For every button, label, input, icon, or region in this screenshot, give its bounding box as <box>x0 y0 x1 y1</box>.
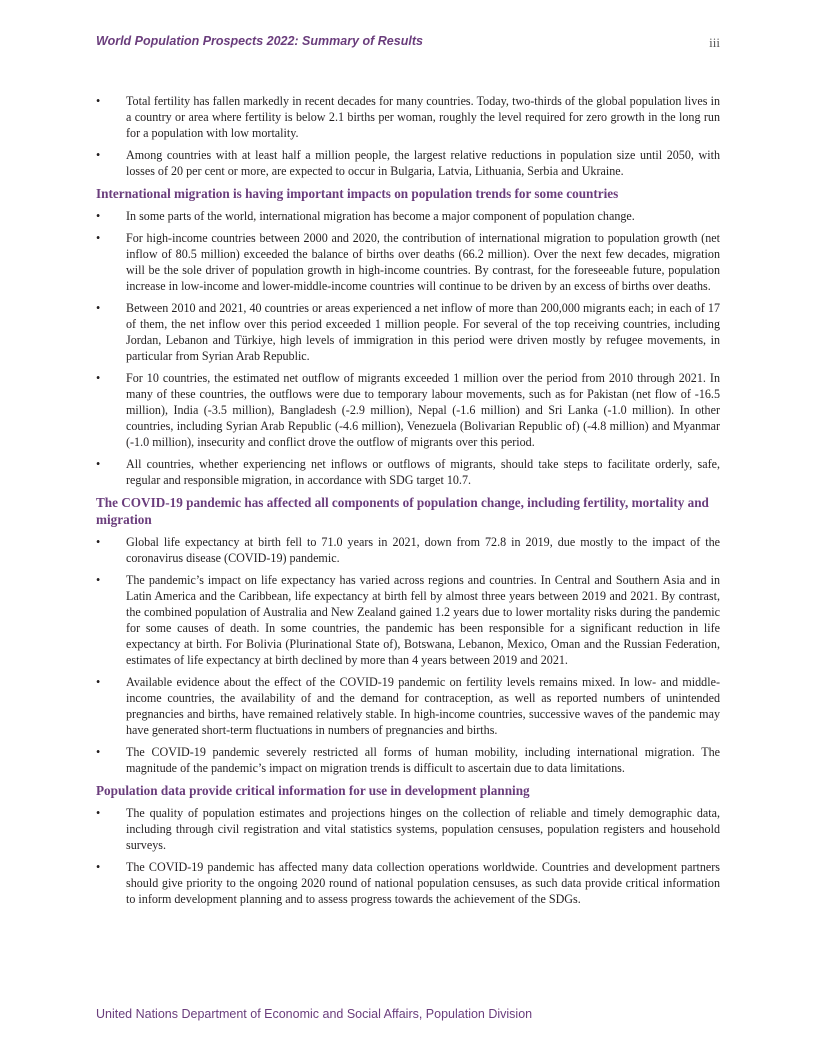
bullet-list-population-data <box>96 805 720 907</box>
running-header-title: World Population Prospects 2022: Summary of Results <box>96 34 423 48</box>
bullet-item: • All countries, whether experiencing net inflows or outflows of migrants, should take steps to facilitate orderly, safe, regular and responsible migration, in accordance with SDG target 10.7. <box>96 456 720 488</box>
bullet-item: • For 10 countries, the estimated net outflow of migrants exceeded 1 million over the period from 2010 through 2021. In many of these countries, the outflows were due to temporary labour movements, such as for Pakistan (net flow of -16.5 million), India (-3.5 million), Bangladesh (-2.9 million), Nepal (-1.6 million) and Sri Lanka (-1.0 million). In other countries, including Syrian Arab Republic (-4.6 million), Venezuela (Bolivarian Republic of) (-4.8 million) and Myanmar (-1.0 million), insecurity and conflict drove the outflow of migrants over this period. <box>96 370 720 450</box>
bullet-item: • Between 2010 and 2021, 40 countries or areas experienced a net inflow of more than 200,000 migrants each; in each of 17 of them, the net inflow over this period exceeded 1 million people. For several of the top receiving countries, including Jordan, Lebanon and Türkiye, high levels of immigration in this period were driven mostly by refugee movements, in particular from Syrian Arab Republic. <box>96 300 720 364</box>
bullet-list-migration <box>96 208 720 488</box>
bullet-item: • Total fertility has fallen markedly in recent decades for many countries. Today, two-thirds of the global population lives in a country or area where fertility is below 2.1 births per woman, roughly the level required for zero growth in the long run for a population with low mortality. <box>96 93 720 141</box>
section-heading-population-data: Population data provide critical information for use in development planning <box>96 783 530 798</box>
bullet-item: • Global life expectancy at birth fell to 71.0 years in 2021, down from 72.8 in 2019, due mostly to the impact of the coronavirus disease (COVID-19) pandemic. <box>96 534 720 566</box>
bullet-list-fertility <box>96 93 720 179</box>
bullet-item: • The quality of population estimates and projections hinges on the collection of reliable and timely demographic data, including through civil registration and vital statistics systems, population censuses, population registers and household surveys. <box>96 805 720 853</box>
bullet-item: • The COVID-19 pandemic has affected many data collection operations worldwide. Countries and development partners should give priority to the ongoing 2020 round of national population censuses, as such data provide critical information to inform development planning and to assess progress towards the achievement of the SDGs. <box>96 859 720 907</box>
bullet-item: • Among countries with at least half a million people, the largest relative reductions in population size until 2050, with losses of 20 per cent or more, are expected to occur in Bulgaria, Latvia, Lithuania, Serbia and Ukraine. <box>96 147 720 179</box>
section-heading-covid: The COVID-19 pandemic has affected all components of population change, including fertility, mortality and migration <box>96 495 709 527</box>
bullet-item: • In some parts of the world, international migration has become a major component of population change. <box>96 208 720 224</box>
bullet-item: • For high-income countries between 2000 and 2020, the contribution of international migration to population growth (net inflow of 80.5 million) exceeded the balance of births over deaths (66.2 million). Over the next few decades, migration will be the sole driver of population growth in high-income countries. By contrast, for the foreseeable future, population increase in low-income and lower-middle-income countries will continue to be driven by an excess of births over deaths. <box>96 230 720 294</box>
page-content <box>96 93 720 913</box>
bullet-list-covid <box>96 534 720 776</box>
bullet-item: • Available evidence about the effect of the COVID-19 pandemic on fertility levels remains mixed. In low- and middle-income countries, the availability of and the demand for contraception, as well as reported numbers of unintended pregnancies and births, have remained relatively stable. In high-income countries, successive waves of the pandemic may have generated short-term fluctuations in numbers of pregnancies and births. <box>96 674 720 738</box>
page-footer: United Nations Department of Economic and Social Affairs, Population Division <box>96 1007 533 1021</box>
section-heading-migration: International migration is having important impacts on population trends for some countries <box>96 186 619 201</box>
bullet-item: • The COVID-19 pandemic severely restricted all forms of human mobility, including international migration. The magnitude of the pandemic’s impact on migration trends is difficult to ascertain due to data limitations. <box>96 744 720 776</box>
page-number: iii <box>709 35 720 50</box>
bullet-item: • The pandemic’s impact on life expectancy has varied across regions and countries. In Central and Southern Asia and in Latin America and the Caribbean, life expectancy at birth fell by almost three years between 2019 and 2021. By contrast, the combined population of Australia and New Zealand gained 1.2 years due to lower mortality risks during the pandemic for some causes of death. In some countries, the pandemic has been responsible for a significant reduction in life expectancy at birth. For Bolivia (Plurinational State of), Botswana, Lebanon, Mexico, Oman and the Russian Federation, estimates of life expectancy at birth declined by more than 4 years between 2019 and 2021. <box>96 572 720 668</box>
